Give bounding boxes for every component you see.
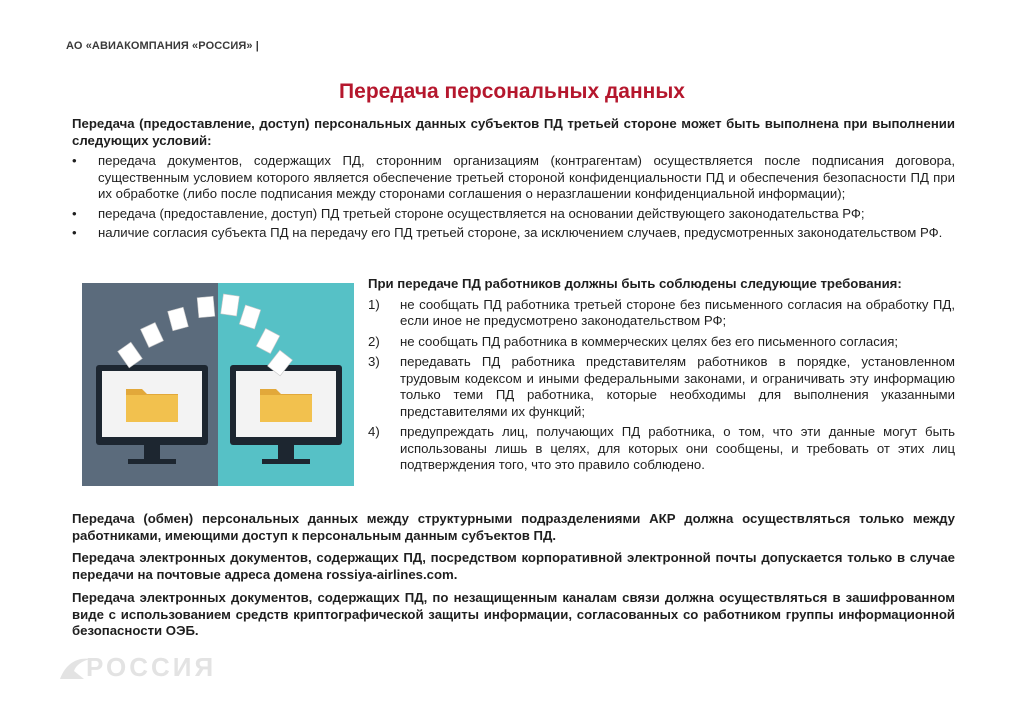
list-item: 2) не сообщать ПД работника в коммерческих целях без его письменного согласия; [368, 333, 899, 349]
data-transfer-illustration [82, 283, 354, 486]
conditions-list [72, 153, 955, 245]
company-header: АО «АВИАКОМПАНИЯ «РОССИЯ» | [66, 40, 259, 52]
paragraph-email-transfer: Передача электронных документов, содержащих ПД, посредством корпоративной электронной почты допускается только в случае передачи на почтовые адреса домена rossiya-airlines.com. [72, 550, 955, 582]
list-item: • передача документов, содержащих ПД, сторонним организациям (контрагентам) осуществляется после подписания договора, существенным условием которого является обеспечение третьей стороной конфиденциальности ПД и обеспечения безопасности ПД при их обработке (либо после подписания между сторонами соглашения о неразглашении конфиденциальной информации); [72, 153, 955, 201]
list-item: • передача (предоставление, доступ) ПД третьей стороне осуществляется на основании действующего законодательства РФ; [72, 205, 865, 221]
requirements-section [368, 276, 955, 478]
list-item: 4) предупреждать лиц, получающих ПД работника, о том, что эти данные могут быть использованы лишь в целях, для которых они сообщены, и требовать от этих лиц подтверждения того, что это правило соблюдено. [368, 424, 955, 472]
intro-text: Передача (предоставление, доступ) персональных данных субъектов ПД третьей стороне может быть выполнена при выполнении следующих условий: [72, 116, 955, 148]
requirements-list [368, 297, 955, 474]
page-title: Передача персональных данных [339, 80, 685, 103]
list-item: 3) передавать ПД работника представителям работников в порядке, установленном трудовым кодексом и иными федеральными законами, и ограничивать эту информацию только теми ПД работника, которые необходимы для выполнения указанными представителями их функций; [368, 354, 955, 419]
list-item: 1) не сообщать ПД работника третьей стороне без письменного согласия на обработку ПД, если иное не предусмотрено законодательством РФ; [368, 296, 955, 328]
paragraph-internal-transfer: Передача (обмен) персональных данных между структурными подразделениями АКР должна осуществляться только между работниками, имеющими доступ к персональным данным субъектов ПД. [72, 511, 955, 543]
bullet-icon: • [72, 225, 77, 240]
bullet-icon: • [72, 153, 77, 168]
paragraph-encrypted-transfer: Передача электронных документов, содержащих ПД, по незащищенным каналам связи должна осуществляться в зашифрованном виде с использованием средств криптографической защиты информации, согласованных со работником группы информационной безопасности ОЭБ. [72, 590, 955, 638]
requirements-title: При передаче ПД работников должны быть соблюдены следующие требования: [368, 276, 902, 291]
logo-text: РОССИЯ [86, 652, 217, 682]
bullet-icon: • [72, 205, 77, 221]
list-item: • наличие согласия субъекта ПД на передачу его ПД третьей стороне, за исключением случаев, предусмотренных законодательством РФ. [72, 225, 943, 240]
